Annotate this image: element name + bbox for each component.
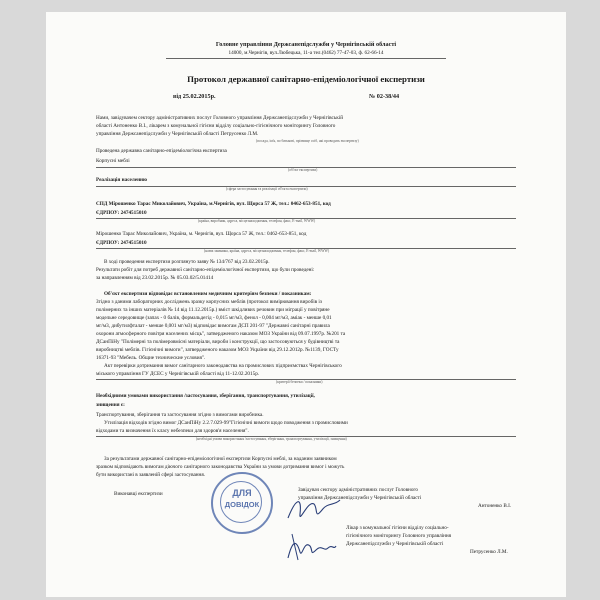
applicant-line-1: Мірошенко Тарас Миколайович, Україна, м. Чернігів, вул. Щорса 57 Ж, тел.: 0462-653-851, код (96, 231, 307, 237)
expert-line-3: управління Держсанепідслужби у Чернігівській області Петрусенко Л.М. (96, 131, 259, 137)
conditions-heading-2: знищення є: (96, 402, 125, 408)
conclusion-line-3: бути використані в заявленій сфері застосування. (96, 472, 205, 478)
applicant-caption: (назва заявника, країна, адреса, місцезнаходження, телефон, факс, Е-mail, WWW) (204, 249, 330, 253)
signatory1-line-3: Антоненко В.І. (478, 503, 512, 509)
conclusion-line-2: зразком відповідають вимогам діючого санітарного законодавства України за умови дотримання вимог і можуть (96, 464, 345, 470)
criteria-line-10: Акт перевірки дотримання вимог санітарного законодавства на промислових підприємствах Чернігівського (104, 363, 342, 369)
manufacturer-line-2: ЄДРПОУ: 2474515010 (96, 210, 147, 216)
conditions-line-5: відходами та визначення їх класу небезпеки для здоров'я населення". (96, 428, 249, 434)
stamp-text-1: ДЛЯ (232, 488, 252, 498)
criteria-line-8: виробництві меблів. Гігієнічні вимоги", затвердженого наказом МОЗ України від 29.12.2012р. №1139, ГОСТу (96, 347, 339, 353)
document-page (46, 12, 566, 597)
stamp-text-2: ДОВІДОК (224, 500, 260, 509)
signature-2 (282, 528, 340, 566)
criteria-heading: Об'єкт експертизи відповідає встановленим медичним критеріям безпеки / показникам: (104, 291, 312, 297)
criteria-line-9: 16371-93 "Мебель. Общие технические условия". (96, 355, 206, 361)
applicant-line-2: ЄДРПОУ: 2474515010 (96, 240, 147, 246)
executors-label: Виконавці експертизи (114, 491, 163, 497)
scope-caption: (сфера застосування та реалізації об'єкта експертизи) (226, 187, 308, 191)
stamp (211, 472, 273, 534)
signatory1-line-1: Завідувач сектору адміністративних послуг Головного (298, 487, 419, 493)
criteria-caption: (критерії безпеки / показники) (276, 380, 323, 384)
conditions-heading-1: Необхідними умовами використання /застосування, зберігання, транспортування, утилізації, (96, 393, 315, 399)
conditions-line-3: Транспортування, зберігання та застосування згідно з вимогами виробника. (96, 412, 264, 418)
object-value: Корпусні меблі (96, 158, 130, 164)
document-number: № 02-38/44 (369, 93, 400, 100)
application-line-1: В ході проведення експертизи розглянуто заяву № 134/767 від 23.02.2015р. (104, 259, 270, 265)
expert-caption: (посада, ім'я, по батькові, прізвище осіб, які проводять експертизу) (256, 139, 359, 143)
conclusion-line-1: За результатами державної санітарно-епідеміологічної експертизи Корпусні меблі, за наданим заявником (104, 456, 337, 462)
criteria-line-7: ДСанПіНу "Полімерні та полімеровмісні матеріали, вироби і конструкції, що застосовуються у будівництві та (96, 339, 340, 345)
signature-1 (284, 490, 344, 530)
criteria-line-4: модельне середовище (запах - 0 балів, формальдегід - 0,015 мг/м3, фенол - 0,004 мг/м3, аміак - менше 0,01 (96, 315, 332, 321)
document-date: від 25.02.2015р. (173, 93, 216, 100)
application-line-3: за направленням від 23.02.2015р. № 05.03.02/5.01414 (96, 275, 214, 281)
criteria-line-6: охорони атмосферного повітря населених місць", затвердженого наказом МОЗ України від 09.07.1997р. №201 та (96, 331, 346, 337)
header-org: Головне управління Держсанепідслужби у Чернігівській області (215, 41, 397, 48)
header-rule (166, 58, 446, 59)
criteria-line-5: мг/м3, дибутилфталат - менше 0,001 мг/м3) відповідає вимогам ДСП 201-97 "Державні санітарні правила (96, 323, 330, 329)
object-caption: (об'єкт експертизи) (288, 168, 318, 172)
application-line-2: Результати робіт для потреб державної санітарно-епідеміологічної експертизи, що були проведені: (96, 267, 315, 273)
document-title: Протокол державної санітарно-епідеміологічної експертизи (187, 74, 425, 84)
signatory2-line-4: Петрусенко Л.М. (470, 549, 508, 555)
header-address: 14000, м.Чернігів, вул.Любецька, 11-а тел.(0462) 77-47-03, ф. 62-66-14 (228, 50, 384, 56)
signatory2-line-1: Лікар з комунальної гігієни відділу соціально- (346, 525, 449, 531)
signatory1-line-2: управління Держсанепідслужби у Чернігівській області (298, 495, 422, 501)
expert-line-2: області Антоненко В.І., лікарем з комунальної гігієни відділу соціально-гігієнічного моніторингу Головного (96, 123, 336, 129)
signatory2-line-3: Держсанепідслужби у Чернігівській області (346, 541, 444, 547)
conditions-line-4: Утилізація відходів згідно вимог ДСанПіНу 2.2.7.029-99"Гігієнічні вимоги щодо поводження з промисловими (104, 420, 348, 426)
conditions-caption: (необхідні умови використання /застосування, зберігання, транспортування, утилізації, знищення) (196, 437, 347, 441)
signatory2-line-2: гігієнічного моніторингу Головного управління (346, 533, 452, 539)
manufacturer-caption: (країна, виробник, адреса, місцезнаходження, телефон, факс, Е-mail, WWW) (198, 219, 316, 223)
expert-line-1: Нами, завідувачем сектору адміністративних послуг Головного управління Держсанепідслужби у Чернігівській (96, 115, 343, 121)
criteria-line-3: полімерних та інших матеріалів № 14 від 11.12.2015р.) вміст шкідливих речовин при міграції у повітряне (96, 307, 330, 313)
criteria-line-2: Згідно з даними лабораторних досліджень зразку корпусних меблів (протокол вимірювання виробів із (96, 299, 322, 305)
scope-value: Реалізація населенню (96, 177, 148, 183)
manufacturer-line-1: СПД Мірошенко Тарас Миколайович, Україна, м.Чернігів, вул. Щорса 57 Ж, тел.: 0462-653-851, код (96, 201, 331, 207)
criteria-line-11: міського управління ГУ ДСЕС у Чернігівській області від 11-12.02.2015р. (96, 371, 260, 377)
conducted-text: Проведена державна санітарно-епідеміологічна експертиза (96, 148, 227, 154)
